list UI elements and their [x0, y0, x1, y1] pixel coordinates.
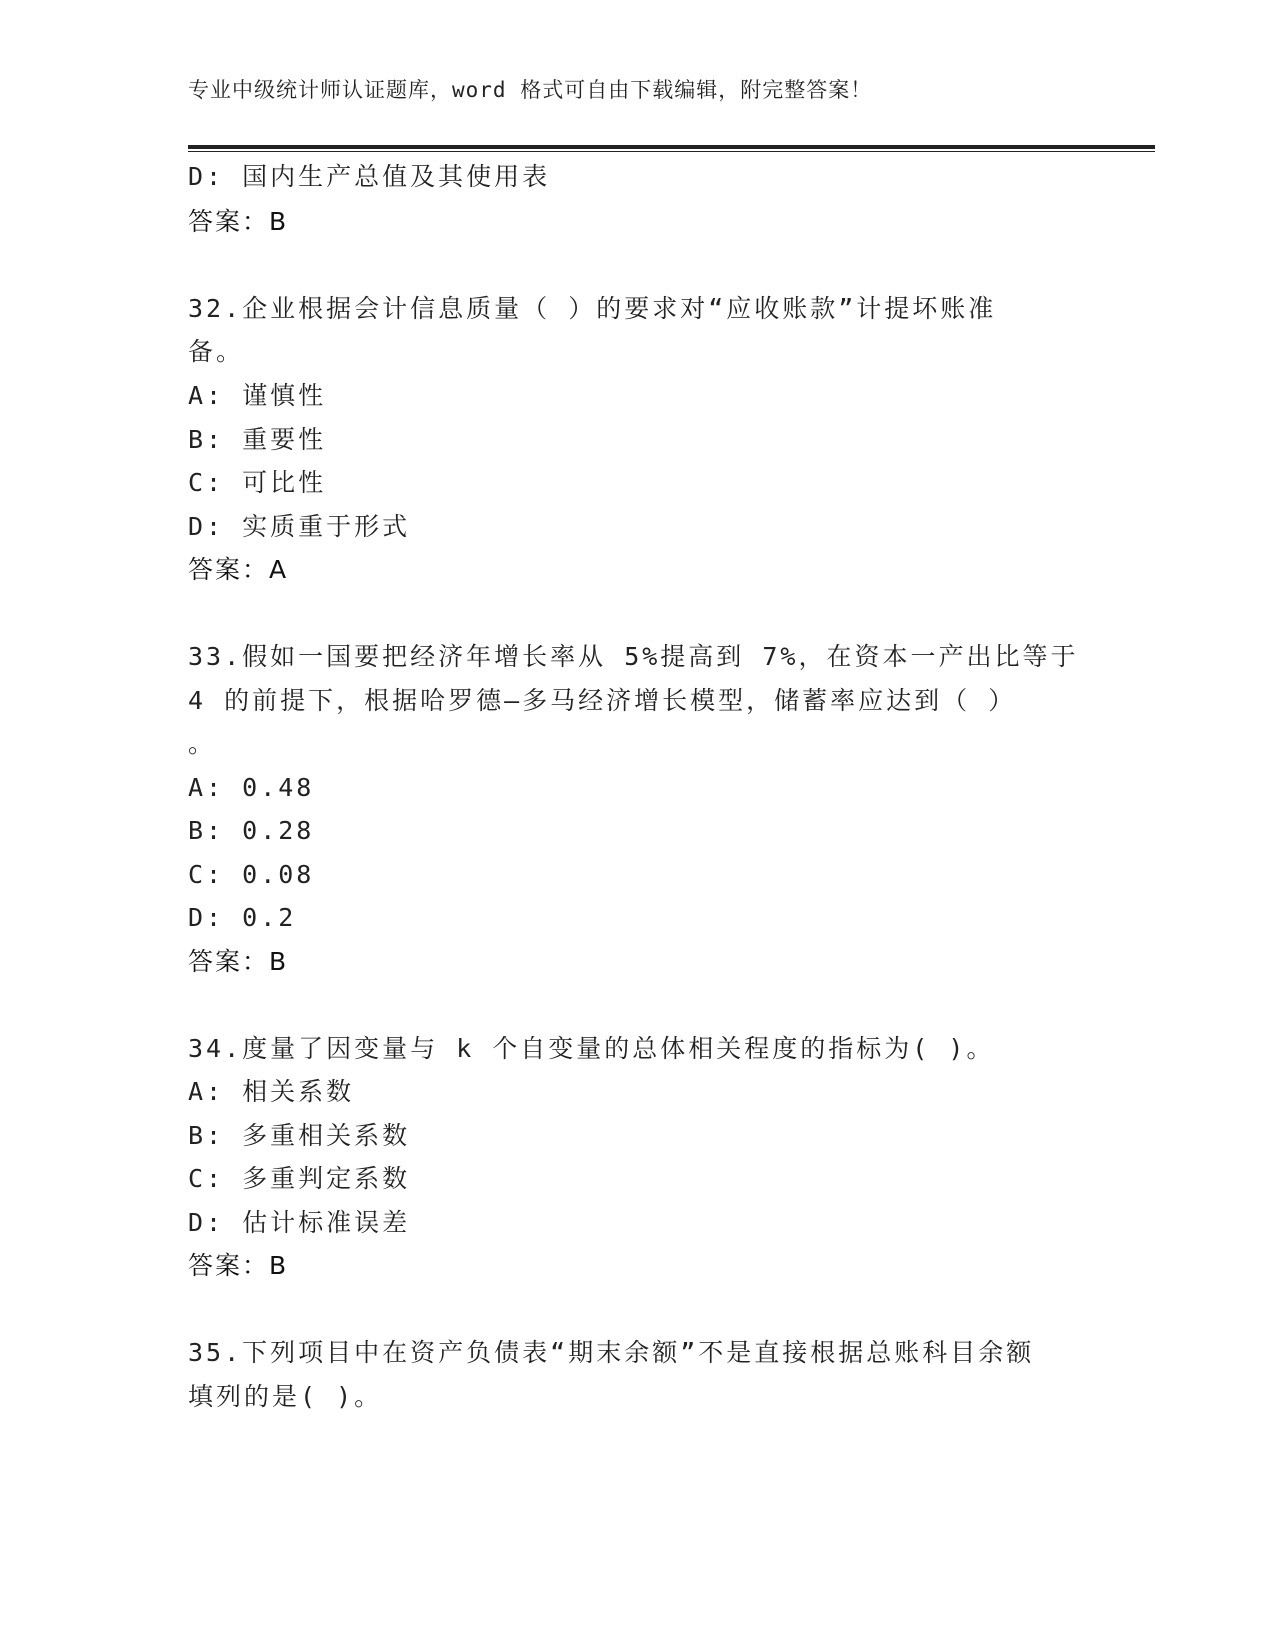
- q32-option-b: B: 重要性: [188, 425, 327, 454]
- q33-option-c: C: 0.08: [188, 860, 315, 889]
- q34-option-b: B: 多重相关系数: [188, 1121, 411, 1150]
- q31-option-d: D: 国内生产总值及其使用表: [188, 162, 551, 191]
- q32-answer: 答案：A: [188, 555, 289, 584]
- q34-option-c: C: 多重判定系数: [188, 1164, 411, 1193]
- header-divider-thick: [188, 145, 1155, 149]
- q35-stem-line1: 35.下列项目中在资产负债表“期末余额”不是直接根据总账科目余额: [188, 1338, 1035, 1367]
- q34-stem-line1: 34.度量了因变量与 k 个自变量的总体相关程度的指标为( )。: [188, 1034, 995, 1063]
- q33-stem-line3: 。: [188, 729, 217, 758]
- q34-answer: 答案：B: [188, 1251, 289, 1280]
- q33-option-a: A: 0.48: [188, 773, 315, 802]
- q34-option-a: A: 相关系数: [188, 1077, 355, 1106]
- q33-stem-line1: 33.假如一国要把经济年增长率从 5%提高到 7%，在资本一产出比等于: [188, 642, 1079, 671]
- q33-stem-line2: 4 的前提下，根据哈罗德—多马经济增长模型，储蓄率应达到（ ）: [188, 686, 1017, 715]
- q32-option-c: C: 可比性: [188, 468, 327, 497]
- q35-stem-line2: 填列的是( )。: [188, 1382, 383, 1411]
- q31-answer: 答案：B: [188, 207, 289, 236]
- q32-stem-line2: 备。: [188, 337, 245, 366]
- q33-answer: 答案：B: [188, 947, 289, 976]
- q34-option-d: D: 估计标准误差: [188, 1208, 411, 1237]
- q33-option-b: B: 0.28: [188, 816, 315, 845]
- q33-option-d: D: 0.2: [188, 903, 297, 932]
- header-divider-thin: [188, 151, 1155, 152]
- q32-stem-line1: 32.企业根据会计信息质量（ ）的要求对“应收账款”计提坏账准: [188, 294, 997, 323]
- page-header: 专业中级统计师认证题库，word 格式可自由下载编辑，附完整答案！: [188, 78, 873, 102]
- q32-option-a: A: 谨慎性: [188, 381, 327, 410]
- q32-option-d: D: 实质重于形式: [188, 512, 411, 541]
